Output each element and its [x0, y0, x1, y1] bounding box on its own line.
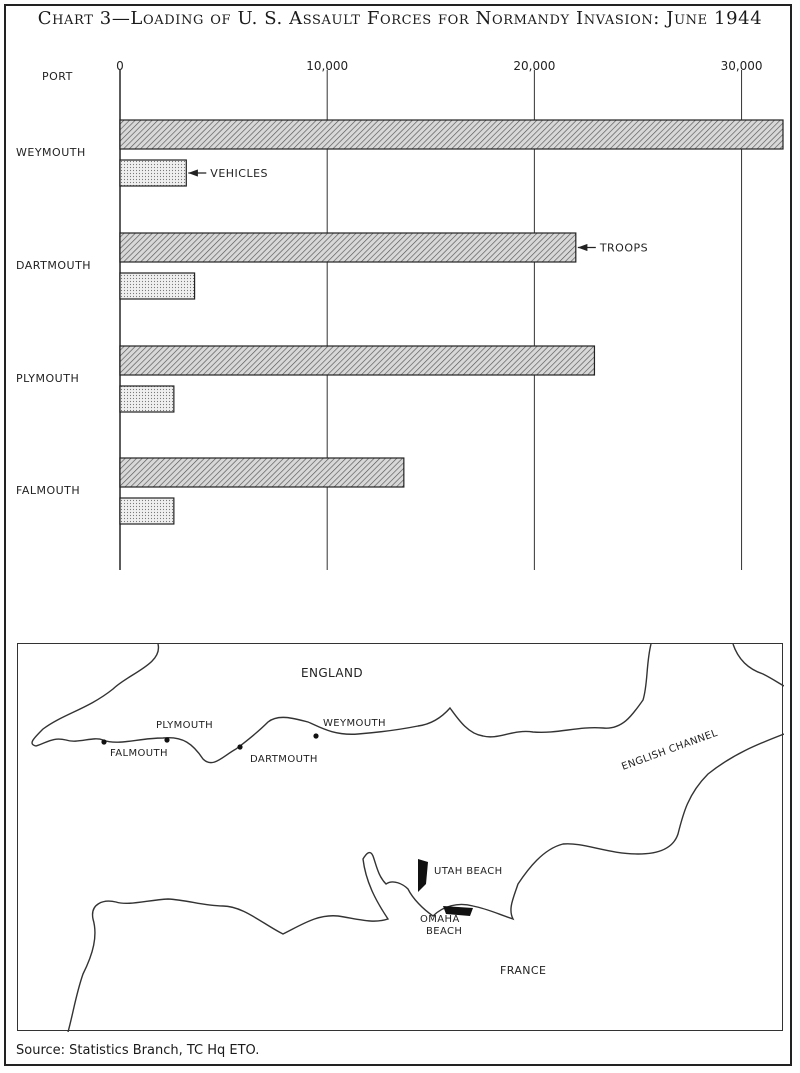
category-label-falmouth: FALMOUTH: [16, 484, 81, 497]
vehicles-bar-falmouth: [120, 498, 174, 524]
troops-bar-dartmouth: [120, 233, 576, 262]
x-tick-label: 20,000: [513, 59, 556, 73]
dartmouth-dot: [237, 744, 242, 749]
england-coastline-east: [733, 644, 784, 686]
utah-beach-marker: [418, 859, 428, 892]
annotation-vehicles: VEHICLES: [210, 167, 269, 180]
x-tick-label: 0: [116, 59, 124, 73]
annotation-troops: TROOPS: [599, 241, 649, 255]
map-drawing: [18, 644, 784, 1032]
troops-bar-plymouth: [120, 346, 594, 375]
category-axis-label: PORT: [42, 70, 73, 83]
omaha-beach-label-line1: OMAHA: [420, 914, 460, 925]
category-label-weymouth: WEYMOUTH: [16, 146, 86, 159]
bar-chart: [0, 40, 800, 580]
england-label: ENGLAND: [301, 666, 364, 680]
invasion-map: [17, 643, 783, 1031]
falmouth-dot: [101, 739, 106, 744]
source-note: Source: Statistics Branch, TC Hq ETO.: [16, 1043, 260, 1058]
x-tick-label: 10,000: [306, 59, 349, 73]
utah-beach-label: UTAH BEACH: [434, 866, 503, 877]
england-coastline: [32, 644, 651, 763]
falmouth-label: FALMOUTH: [110, 748, 168, 759]
chart-title: Chart 3—Loading of U. S. Assault Forces for Normandy Invasion: June 1944: [37, 8, 763, 29]
dartmouth-label: DARTMOUTH: [250, 754, 318, 765]
plymouth-label: PLYMOUTH: [156, 720, 214, 731]
english-channel-label: ENGLISH CHANNEL: [620, 727, 720, 773]
france-label: FRANCE: [500, 964, 547, 977]
category-label-plymouth: PLYMOUTH: [16, 372, 80, 385]
vehicles-bar-weymouth: [120, 160, 186, 186]
x-tick-label: 30,000: [720, 59, 763, 73]
vehicles-bar-plymouth: [120, 386, 174, 412]
weymouth-dot: [313, 733, 318, 738]
troops-bar-weymouth: [120, 120, 783, 149]
troops-bar-falmouth: [120, 458, 404, 487]
plymouth-dot: [164, 737, 169, 742]
omaha-beach-label-line2: BEACH: [426, 926, 463, 937]
vehicles-bar-dartmouth: [120, 273, 195, 299]
category-label-dartmouth: DARTMOUTH: [16, 259, 92, 272]
weymouth-label: WEYMOUTH: [323, 718, 386, 729]
